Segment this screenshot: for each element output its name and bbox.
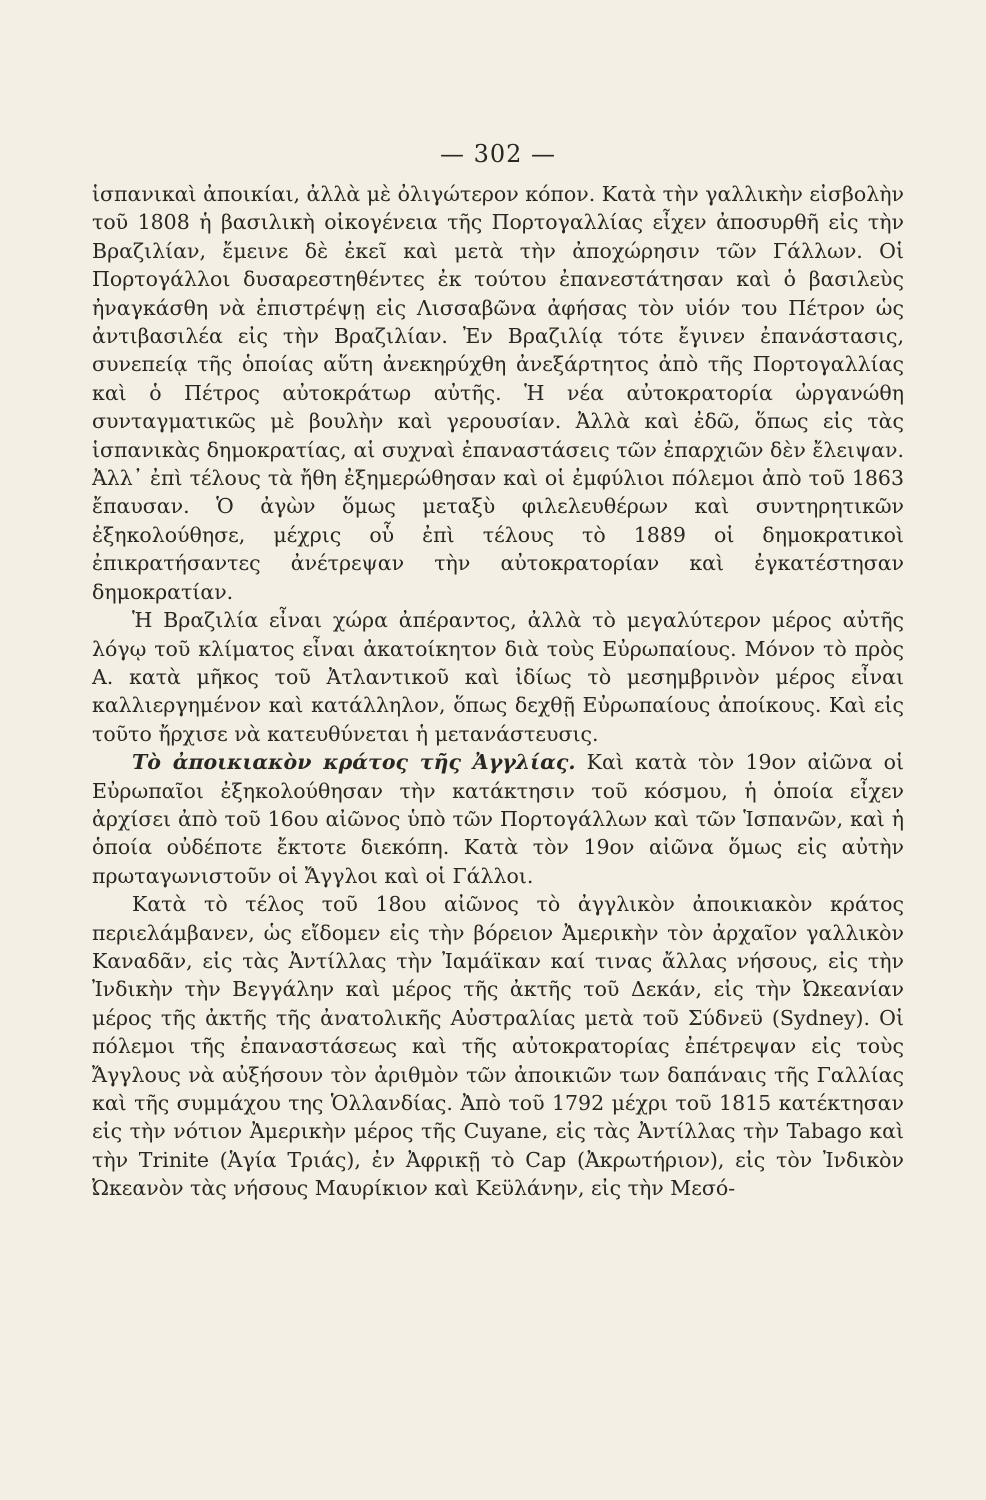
body-text xyxy=(92,180,904,1203)
section-heading-inline: Τὸ ἀποικιακὸν κράτος τῆς Ἀγγλίας. xyxy=(132,750,576,775)
paragraph-english-colonial-empire xyxy=(92,748,904,890)
paragraph-brazil-geography: Ἡ Βραζιλία εἶναι χώρα ἀπέραντος, ἀλλὰ τὸ μεγαλύτερον μέρος αὐτῆς λόγῳ τοῦ κλίματος εἶναι ἀκατοίκητον διὰ τοὺς Εὐρωπαίους. Μόνον τὸ πρὸς Α. κατὰ μῆκος τοῦ Ἀτλαντικοῦ καὶ ἰδίως τὸ μεσημβρινὸν μέρος εἶναι καλλιεργημένον καὶ κατάλληλον, ὅπως δεχθῇ Εὐρωπαίους ἀποίκους. Καὶ εἰς τοῦτο ἤρχισε νὰ κατευθύνεται ἡ μετανάστευσις. xyxy=(92,608,904,746)
paragraph-text: Καὶ κατὰ τὸν 19ον αἰῶνα οἱ Εὐρωπαῖοι ἐξηκολούθησαν τὴν κατάκτησιν τοῦ κόσμου, ἡ ὁποία εἶχεν ἀρχίσει ἀπὸ τοῦ 16ου αἰῶνος ὑπὸ τῶν Πορτογάλλων καὶ τῶν Ἱσπανῶν, καὶ ἡ ὁποία οὐδέποτε ἔκτοτε διεκόπη. Κατὰ τὸν 19ον αἰῶνα ὅμως εἰς αὐτὴν πρωταγωνιστοῦν οἱ Ἄγγλοι καὶ οἱ Γάλλοι. xyxy=(92,750,905,888)
paragraph-english-colonies-18th-century: Κατὰ τὸ τέλος τοῦ 18ου αἰῶνος τὸ ἀγγλικὸν ἀποικιακὸν κράτος περιελάμβανεν, ὡς εἴδομεν εἰς τὴν βόρειον Ἀμερικὴν τὸν ἀρχαῖον γαλλικὸν Καναδᾶν, εἰς τὰς Ἀντίλλας τὴν Ἰαμάϊκαν καί τινας ἄλλας νήσους, εἰς τὴν Ἰνδικὴν τὴν Βεγγάλην καὶ μέρος τῆς ἀκτῆς τοῦ Δεκάν, εἰς τὴν Ὠκεανίαν μέρος τῆς ἀκτῆς τῆς ἀνατολικῆς Αὐστραλίας μετὰ τοῦ Σύδνεϋ (Sydney). Οἱ πόλεμοι τῆς ἐπαναστάσεως καὶ τῆς αὐτοκρατορίας ἐπέτρεψαν εἰς τοὺς Ἄγγλους νὰ αὐξήσουν τὸν ἀριθμὸν τῶν ἀποικιῶν των δαπάναις τῆς Γαλλίας καὶ τῆς συμμάχου της Ὁλλανδίας. Ἀπὸ τοῦ 1792 μέχρι τοῦ 1815 κατέκτησαν εἰς τὴν νότιον Ἀμερικὴν μέρος τῆς Cuyane, εἰς τὰς Ἀντίλλας τὴν Tabago καὶ τὴν Trinite (Ἁγία Τριάς), ἐν Ἀφρικῇ τὸ Cap (Ἀκρωτήριον), εἰς τὸν Ἰνδικὸν Ὠκεανὸν τὰς νήσους Μαυρίκιον καὶ Κεϋλάνην, εἰς τὴν Μεσό- xyxy=(92,892,904,1201)
page-number: — 302 — xyxy=(439,140,557,168)
paragraph-brazil-history: ἱσπανικαὶ ἀποικίαι, ἀλλὰ μὲ ὀλιγώτερον κόπον. Κατὰ τὴν γαλλικὴν εἰσβολὴν τοῦ 1808 ἡ βασιλικὴ οἰκογένεια τῆς Πορτογαλλίας εἶχεν ἀποσυρθῆ εἰς τὴν Βραζιλίαν, ἔμεινε δὲ ἐκεῖ καὶ μετὰ τὴν ἀποχώρησιν τῶν Γάλλων. Οἱ Πορτογάλλοι δυσαρεστηθέντες ἐκ τούτου ἐπανεστάτησαν καὶ ὁ βασιλεὺς ἠναγκάσθη νὰ ἐπιστρέψῃ εἰς Λισσαβῶνα ἀφήσας τὸν υἱόν του Πέτρον ὡς ἀντιβασιλέα εἰς τὴν Βραζιλίαν. Ἐν Βραζιλίᾳ τότε ἔγινεν ἐπανάστασις, συνεπείᾳ τῆς ὁποίας αὕτη ἀνεκηρύχθη ἀνεξάρτητος ἀπὸ τῆς Πορτογαλλίας καὶ ὁ Πέτρος αὐτοκράτωρ αὐτῆς. Ἡ νέα αὐτοκρατορία ὠργανώθη συνταγματικῶς μὲ βουλὴν καὶ γερουσίαν. Ἀλλὰ καὶ ἐδῶ, ὅπως εἰς τὰς ἱσπανικὰς δημοκρατίας, αἱ συχναὶ ἐπαναστάσεις τῶν ἐπαρχιῶν δὲν ἔλειψαν. Ἀλλ᾽ ἐπὶ τέλους τὰ ἤθη ἐξημερώθησαν καὶ οἱ ἐμφύλιοι πόλεμοι ἀπὸ τοῦ 1863 ἔπαυσαν. Ὁ ἀγὼν ὅμως μεταξὺ φιλελευθέρων καὶ συντηρητικῶν ἐξηκολούθησε, μέχρις οὗ ἐπὶ τέλους τὸ 1889 οἱ δημοκρατικοὶ ἐπικρατήσαντες ἀνέτρεψαν τὴν αὐτοκρατορίαν καὶ ἐγκατέστησαν δημοκρατίαν. xyxy=(92,182,904,604)
